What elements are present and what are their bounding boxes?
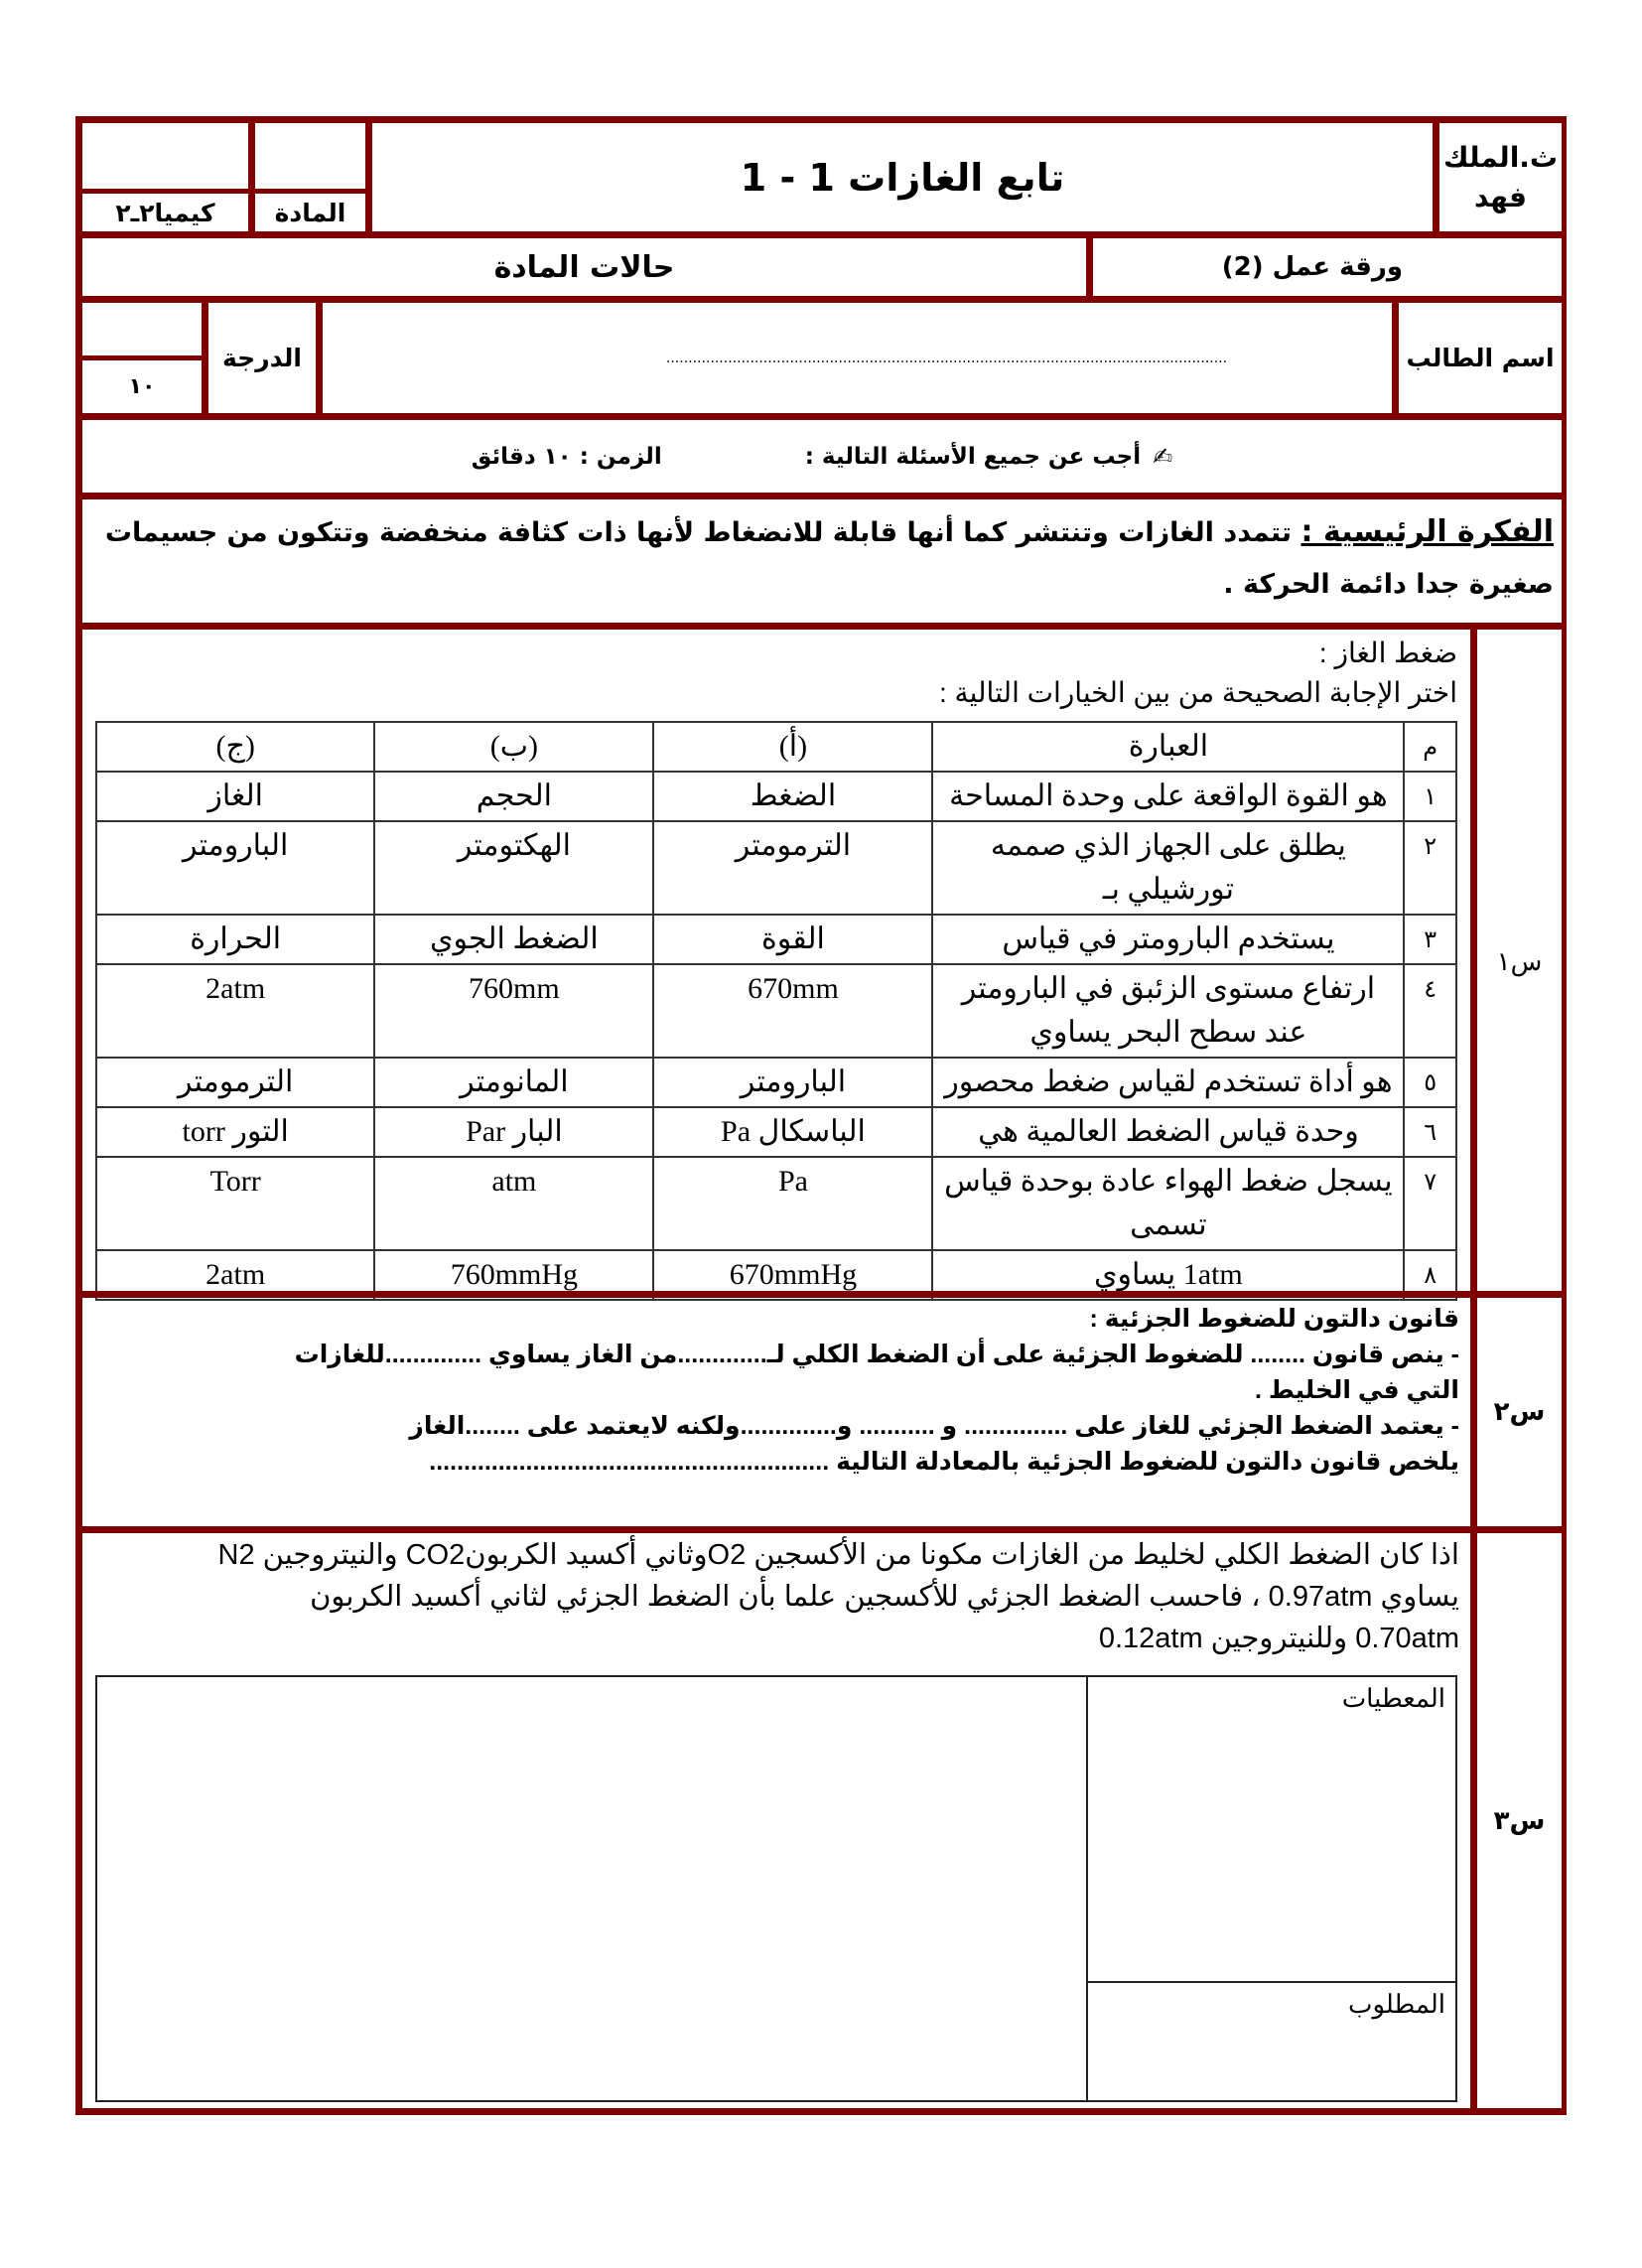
main-idea-label: الفكرة الرئيسية : [1300, 514, 1554, 549]
student-name-label: اسم الطالب [1406, 344, 1555, 372]
school-name: ث.الملك فهد [1442, 140, 1559, 213]
instructions-text: أجب عن جميع الأسئلة التالية : [804, 443, 1142, 470]
q2-bottom [75, 1526, 1562, 1533]
q1-bottom [75, 1291, 1562, 1298]
q2-label: س٢ [1493, 1397, 1546, 1427]
q2-line4[interactable]: يلخص قانون دالتون للضغوط الجزئية بالمعادلة التالية .......................................................... [429, 1448, 1459, 1476]
row-number: ٢ [1404, 821, 1456, 915]
q1-label: س١ [1496, 946, 1543, 977]
row-number: ٥ [1404, 1058, 1456, 1107]
header-divider-3 [1433, 116, 1439, 235]
table-header-row [96, 722, 1456, 772]
statement: هو أداة تستخدم لقياس ضغط محصور [932, 1058, 1404, 1107]
q3-line2: يساوي 0.97atm ، فاحسب الضغط الجزئي للأكسجين علما بأن الضغط الجزئي لثاني أكسيد الكربون [310, 1581, 1459, 1613]
option-a[interactable]: 670mm [653, 964, 932, 1058]
table-row [96, 1107, 1456, 1157]
q2-line2: التي في الخليط . [1254, 1376, 1459, 1404]
header-row1-bottom [75, 231, 1562, 238]
subject-value: كيميا٢ـ٢ [115, 198, 215, 227]
option-b[interactable]: 760mm [374, 964, 653, 1058]
q3-line3: 0.70atm وللنيتروجين 0.12atm [1098, 1623, 1459, 1654]
option-b[interactable]: الهكتومتر [374, 821, 653, 915]
header-divider-2 [365, 116, 372, 235]
q2-line3[interactable]: - يعتمد الضغط الجزئي للغاز على ............... و ........... و..............ولكنه لايعتمد على ........الغاز [409, 1412, 1459, 1440]
statement: 1atm يساوي [932, 1250, 1404, 1300]
frame-right-border [1562, 116, 1567, 2115]
table-row [96, 964, 1456, 1058]
option-c[interactable]: البارومتر [96, 821, 374, 915]
row-number: ٤ [1404, 964, 1456, 1058]
table-row [96, 915, 1456, 964]
q2-line1[interactable]: - ينص قانون ........ للضغوط الجزئية على أن الضغط الكلي لـ.............من الغاز يساوي ..............للغازات [294, 1341, 1459, 1368]
time-limit: الزمن : ١٠ دقائق [471, 443, 662, 470]
table-row [96, 772, 1456, 821]
option-c[interactable]: التور torr [96, 1107, 374, 1157]
col-header-c: (ج) [96, 722, 374, 772]
option-b[interactable]: atm [374, 1157, 653, 1250]
statement: يسجل ضغط الهواء عادة بوحدة قياس تسمى [932, 1157, 1404, 1250]
grade-divider-2 [316, 296, 323, 417]
option-c[interactable]: Torr [96, 1157, 374, 1250]
question-label-column-border [1470, 623, 1477, 2112]
frame-bottom-border [75, 2108, 1562, 2115]
option-a[interactable]: القوة [653, 915, 932, 964]
instructions-row [82, 420, 1562, 493]
option-b[interactable]: الضغط الجوي [374, 915, 653, 964]
option-c[interactable]: 2atm [96, 1250, 374, 1300]
row2-divider [1086, 231, 1093, 301]
pen-writing-icon: ✍ [1153, 442, 1173, 471]
row3-bottom [75, 413, 1562, 420]
subject-label: المادة [274, 198, 346, 227]
row-number: ٧ [1404, 1157, 1456, 1250]
row-number: ٨ [1404, 1250, 1456, 1300]
q2-title: قانون دالتون للضغوط الجزئية : [1089, 1305, 1459, 1333]
unit-title: تابع الغازات 1 - 1 [740, 155, 1065, 200]
given-label: المعطيات [1341, 1683, 1445, 1713]
row-number: ٣ [1404, 915, 1456, 964]
option-c[interactable]: الغاز [96, 772, 374, 821]
table-row [96, 1058, 1456, 1107]
option-a[interactable]: الضغط [653, 772, 932, 821]
statement: هو القوة الواقعة على وحدة المساحة [932, 772, 1404, 821]
q1-title: ضغط الغاز : [1318, 638, 1457, 668]
q3-line1: اذا كان الضغط الكلي لخليط من الغازات مكونا من الأكسجين O2وثاني أكسيد الكربونCO2 والنيتروجين N2 [217, 1539, 1459, 1571]
main-idea-text: تتمدد الغازات وتنتشر كما أنها قابلة للانضغاط لأنها ذات كثافة منخفضة وتتكون من جسيمات صغيرة جدا دائمة الحركة . [104, 517, 1554, 600]
row-number: ٦ [1404, 1107, 1456, 1157]
statement: ارتفاع مستوى الزئبق في البارومتر عند سطح البحر يساوي [932, 964, 1404, 1058]
option-b[interactable]: الحجم [374, 772, 653, 821]
option-a[interactable]: الترمومتر [653, 821, 932, 915]
option-a[interactable]: 670mmHg [653, 1250, 932, 1300]
q3-label: س٣ [1493, 1805, 1546, 1836]
row4-bottom [75, 493, 1562, 499]
row-number: ١ [1404, 772, 1456, 821]
name-divider [1392, 296, 1399, 417]
option-b[interactable]: البار Par [374, 1107, 653, 1157]
worksheet-label: ورقة عمل (2) [1221, 252, 1403, 282]
option-a[interactable]: Pa [653, 1157, 932, 1250]
option-b[interactable]: 760mmHg [374, 1250, 653, 1300]
option-c[interactable]: 2atm [96, 964, 374, 1058]
required-box[interactable] [1086, 1981, 1457, 2102]
q1-choices-table [95, 721, 1457, 1301]
option-c[interactable]: الترمومتر [96, 1058, 374, 1107]
option-c[interactable]: الحرارة [96, 915, 374, 964]
q2-content [89, 1301, 1459, 1480]
col-header-b: (ب) [374, 722, 653, 772]
option-b[interactable]: المانومتر [374, 1058, 653, 1107]
lesson-title: حالات المادة [493, 249, 675, 285]
required-label: المطلوب [1347, 1989, 1445, 2019]
main-idea [99, 506, 1554, 611]
student-name-field[interactable]: ............................................................................................................................... [665, 350, 1228, 366]
col-header-statement: العبارة [932, 722, 1404, 772]
option-a[interactable]: البارومتر [653, 1058, 932, 1107]
statement: وحدة قياس الضغط العالمية هي [932, 1107, 1404, 1157]
statement: يطلق على الجهاز الذي صممه تورشيلي بـ [932, 821, 1404, 915]
q3-content [89, 1534, 1459, 1659]
col-header-a: (أ) [653, 722, 932, 772]
table-row [96, 1157, 1456, 1250]
solution-area[interactable] [95, 1675, 1088, 2102]
statement: يستخدم البارومتر في قياس [932, 915, 1404, 964]
table-row [96, 821, 1456, 915]
header-divider-1 [248, 116, 255, 235]
col-header-number: م [1404, 722, 1456, 772]
given-box[interactable] [1086, 1675, 1457, 1983]
option-a[interactable]: الباسكال Pa [653, 1107, 932, 1157]
q1-instruction: اختر الإجابة الصحيحة من بين الخيارات التالية : [939, 677, 1457, 708]
row2-bottom [75, 296, 1562, 303]
grade-total: ١٠ [128, 374, 156, 399]
frame-top-border [75, 116, 1562, 123]
row5-bottom [75, 623, 1562, 630]
grade-label: الدرجة [222, 344, 302, 372]
